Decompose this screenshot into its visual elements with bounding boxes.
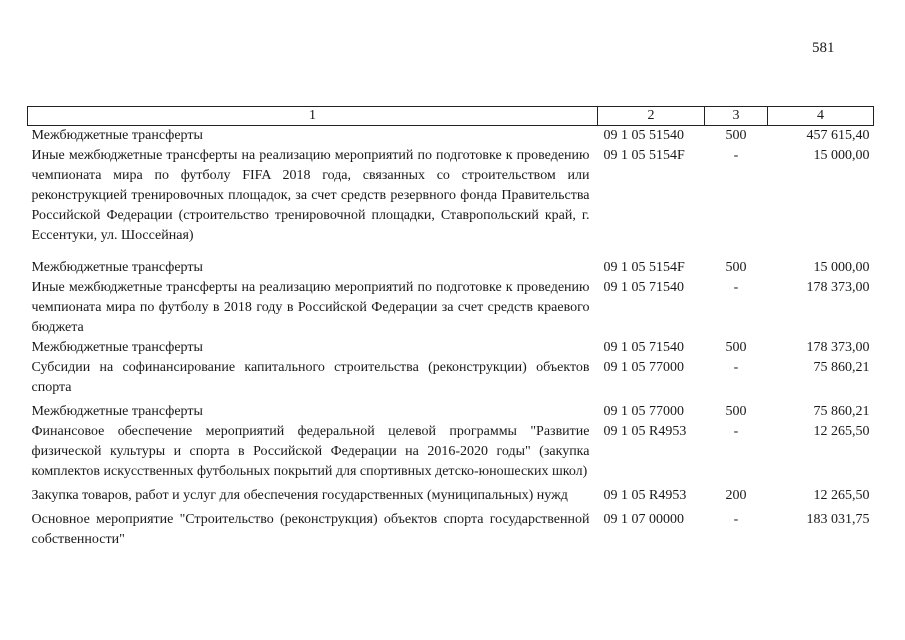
row-type: 500 <box>725 128 747 143</box>
table-row <box>28 126 874 147</box>
row-amount: 178 373,00 <box>806 280 870 295</box>
row-code: 09 1 05 R4953 <box>603 488 687 503</box>
page-number: 581 <box>812 40 835 56</box>
row-type: 200 <box>725 488 747 503</box>
table-row <box>28 402 874 422</box>
column-header-2: 2 <box>598 107 705 126</box>
row-amount: 12 265,50 <box>813 488 870 503</box>
row-name: Межбюджетные трансферты <box>31 260 203 275</box>
column-header-3: 3 <box>705 107 768 126</box>
table-row <box>28 358 874 402</box>
table-row <box>28 338 874 358</box>
table-row <box>28 422 874 486</box>
row-amount: 12 265,50 <box>813 424 870 439</box>
row-amount: 15 000,00 <box>813 260 870 275</box>
row-type: 500 <box>725 260 747 275</box>
row-amount: 178 373,00 <box>806 340 870 355</box>
row-code: 09 1 05 77000 <box>603 404 684 419</box>
row-amount: 15 000,00 <box>813 148 870 163</box>
row-code: 09 1 07 00000 <box>603 512 684 527</box>
row-name: Основное мероприятие "Строительство (реконструкция) объектов спорта государственной собственности" <box>31 512 590 547</box>
table-row <box>28 510 874 550</box>
row-name: Закупка товаров, работ и услуг для обеспечения государственных (муниципальных) нужд <box>31 488 568 503</box>
row-code: 09 1 05 R4953 <box>603 424 687 439</box>
row-amount: 457 615,40 <box>806 128 870 143</box>
row-name: Межбюджетные трансферты <box>31 340 203 355</box>
row-name: Иные межбюджетные трансферты на реализацию мероприятий по подготовке к проведению чемпионата мира по футболу FIFA 2018 года, связанных со строительством или реконструкцией тренировочных площадок, за счет средств резервного фонда Правительства Российской Федерации (строительство тренировочной площадки, Ставропольский край, г. Ессентуки, ул. Шоссейная) <box>31 148 590 243</box>
row-type: 500 <box>725 340 747 355</box>
row-type: - <box>733 512 739 527</box>
row-amount: 183 031,75 <box>806 512 870 527</box>
row-type: 500 <box>725 404 747 419</box>
row-type: - <box>733 280 739 295</box>
row-type: - <box>733 360 739 375</box>
row-type: - <box>733 148 739 163</box>
row-code: 09 1 05 5154F <box>603 148 685 163</box>
column-header-4: 4 <box>768 107 874 126</box>
table-header-row <box>28 107 874 126</box>
row-amount: 75 860,21 <box>813 404 870 419</box>
row-name: Иные межбюджетные трансферты на реализацию мероприятий по подготовке к проведению чемпионата мира по футболу в 2018 году в Российской Федерации за счет средств краевого бюджета <box>31 280 590 335</box>
table-row <box>28 486 874 510</box>
table-row <box>28 146 874 258</box>
table-row <box>28 278 874 338</box>
row-amount: 75 860,21 <box>813 360 870 375</box>
row-name: Финансовое обеспечение мероприятий федеральной целевой программы "Развитие физической культуры и спорта в Российской Федерации на 2016-2020 годы" (закупка комплектов искусственных футбольных покрытий для спортивных детско-юношеских школ) <box>31 424 590 479</box>
row-name: Субсидии на софинансирование капитального строительства (реконструкции) объектов спорта <box>31 360 590 395</box>
budget-table <box>27 106 874 550</box>
row-name: Межбюджетные трансферты <box>31 404 203 419</box>
table-row <box>28 258 874 278</box>
row-code: 09 1 05 71540 <box>603 280 684 295</box>
row-code: 09 1 05 77000 <box>603 360 684 375</box>
row-type: - <box>733 424 739 439</box>
row-name: Межбюджетные трансферты <box>31 128 203 143</box>
row-code: 09 1 05 71540 <box>603 340 684 355</box>
row-code: 09 1 05 5154F <box>603 260 685 275</box>
column-header-1: 1 <box>28 107 598 126</box>
row-code: 09 1 05 51540 <box>603 128 684 143</box>
